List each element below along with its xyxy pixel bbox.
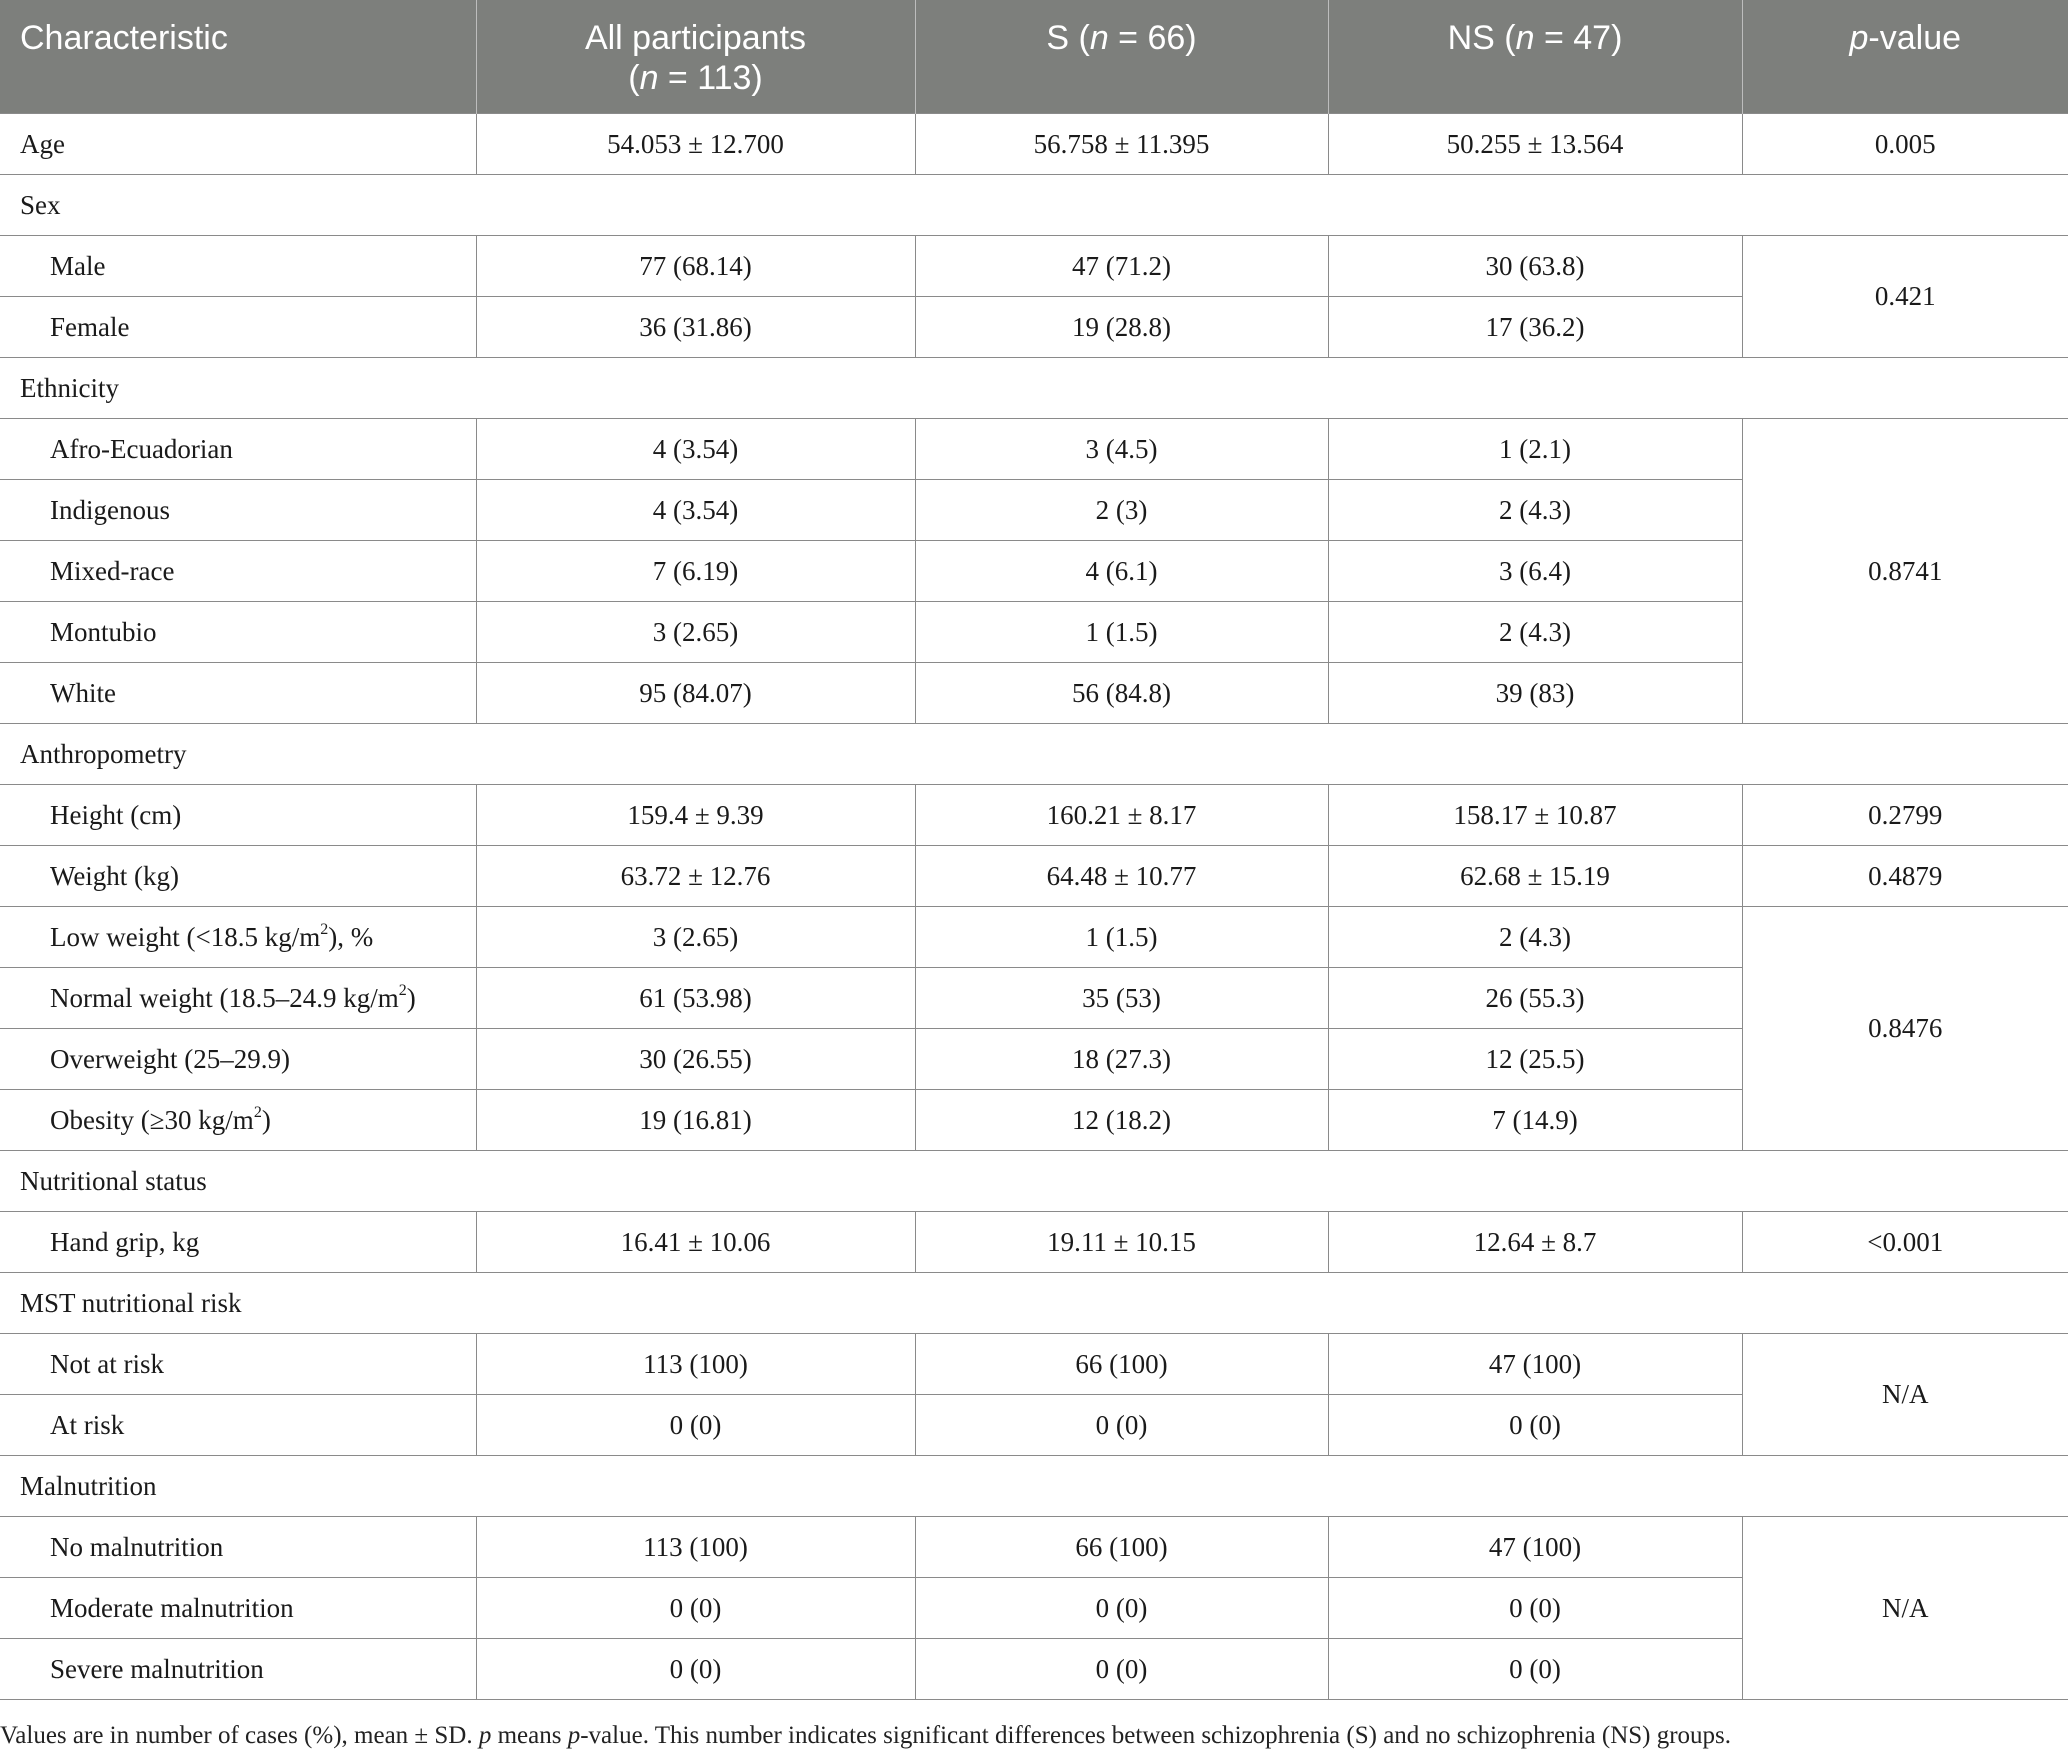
cell-s: 35 (53): [915, 968, 1328, 1029]
cell-all: 4 (3.54): [476, 480, 915, 541]
cell-ns: 39 (83): [1328, 663, 1742, 724]
cell-s: 64.48 ± 10.77: [915, 846, 1328, 907]
cell-ns: 0 (0): [1328, 1639, 1742, 1700]
row-label: Moderate malnutrition: [0, 1578, 476, 1639]
table-row: [0, 1334, 2068, 1395]
row-label: Female: [0, 297, 476, 358]
cell-ns: 12.64 ± 8.7: [1328, 1212, 1742, 1273]
section-row: [0, 1151, 2068, 1212]
cell-all: 113 (100): [476, 1334, 915, 1395]
section-row: [0, 724, 2068, 785]
cell-all: 3 (2.65): [476, 602, 915, 663]
table-row: [0, 114, 2068, 175]
cell-all: 63.72 ± 12.76: [476, 846, 915, 907]
section-title: Nutritional status: [0, 1151, 2068, 1212]
cell-s: 47 (71.2): [915, 236, 1328, 297]
cell-s: 19 (28.8): [915, 297, 1328, 358]
row-label: Height (cm): [0, 785, 476, 846]
row-label: Normal weight (18.5–24.9 $kg/m^2$): [0, 968, 476, 1029]
cell-s: 2 (3): [915, 480, 1328, 541]
row-label: Weight (kg): [0, 846, 476, 907]
cell-s: 0 (0): [915, 1578, 1328, 1639]
header-p-value: p-value: [1742, 0, 2068, 114]
cell-ns: 50.255 ± 13.564: [1328, 114, 1742, 175]
cell-ns: 62.68 ± 15.19: [1328, 846, 1742, 907]
table-header-row: [0, 0, 2068, 114]
cell-all: 54.053 ± 12.700: [476, 114, 915, 175]
row-label: No malnutrition: [0, 1517, 476, 1578]
table-row: [0, 785, 2068, 846]
cell-ns: 7 (14.9): [1328, 1090, 1742, 1151]
cell-s: 18 (27.3): [915, 1029, 1328, 1090]
cell-s: 1 (1.5): [915, 907, 1328, 968]
cell-s: 56.758 ± 11.395: [915, 114, 1328, 175]
cell-all: 16.41 ± 10.06: [476, 1212, 915, 1273]
cell-ns: 2 (4.3): [1328, 907, 1742, 968]
cell-ns: 0 (0): [1328, 1395, 1742, 1456]
row-label: Montubio: [0, 602, 476, 663]
cell-s: 19.11 ± 10.15: [915, 1212, 1328, 1273]
header-s-group: S (n = 66): [915, 0, 1328, 114]
cell-p: <0.001: [1742, 1212, 2068, 1273]
cell-all: 19 (16.81): [476, 1090, 915, 1151]
section-row: [0, 175, 2068, 236]
section-title: Ethnicity: [0, 358, 2068, 419]
header-characteristic: Characteristic: [0, 0, 476, 114]
cell-all: 0 (0): [476, 1578, 915, 1639]
table-row: [0, 236, 2068, 297]
section-title: Sex: [0, 175, 2068, 236]
section-title: Malnutrition: [0, 1456, 2068, 1517]
row-label: At risk: [0, 1395, 476, 1456]
cell-p: N/A: [1742, 1517, 2068, 1700]
cell-all: 159.4 ± 9.39: [476, 785, 915, 846]
row-label: Afro-Ecuadorian: [0, 419, 476, 480]
header-all-participants: All participants (n = 113): [476, 0, 915, 114]
table-row: [0, 1517, 2068, 1578]
cell-ns: 2 (4.3): [1328, 480, 1742, 541]
cell-all: 3 (2.65): [476, 907, 915, 968]
row-label: Age: [0, 114, 476, 175]
cell-all: 36 (31.86): [476, 297, 915, 358]
cell-ns: 47 (100): [1328, 1334, 1742, 1395]
row-label: Low weight (<18.5 $kg/m^2$), %: [0, 907, 476, 968]
table-row: [0, 907, 2068, 968]
cell-all: 0 (0): [476, 1639, 915, 1700]
cell-s: 66 (100): [915, 1517, 1328, 1578]
cell-p: 0.2799: [1742, 785, 2068, 846]
row-label: White: [0, 663, 476, 724]
section-row: [0, 358, 2068, 419]
row-label: Severe malnutrition: [0, 1639, 476, 1700]
row-label: Obesity (≥30 $kg/m^2$): [0, 1090, 476, 1151]
section-row: [0, 1273, 2068, 1334]
cell-p: N/A: [1742, 1334, 2068, 1456]
cell-ns: 2 (4.3): [1328, 602, 1742, 663]
cell-s: 56 (84.8): [915, 663, 1328, 724]
cell-p: 0.8741: [1742, 419, 2068, 724]
cell-ns: 1 (2.1): [1328, 419, 1742, 480]
cell-p: 0.4879: [1742, 846, 2068, 907]
cell-ns: 12 (25.5): [1328, 1029, 1742, 1090]
row-label: Not at risk: [0, 1334, 476, 1395]
cell-all: 95 (84.07): [476, 663, 915, 724]
section-row: [0, 1456, 2068, 1517]
row-label: Mixed-race: [0, 541, 476, 602]
cell-s: 66 (100): [915, 1334, 1328, 1395]
cell-ns: 30 (63.8): [1328, 236, 1742, 297]
cell-s: 4 (6.1): [915, 541, 1328, 602]
cell-ns: 3 (6.4): [1328, 541, 1742, 602]
cell-all: 4 (3.54): [476, 419, 915, 480]
cell-p: 0.8476: [1742, 907, 2068, 1151]
cell-all: 61 (53.98): [476, 968, 915, 1029]
cell-all: 30 (26.55): [476, 1029, 915, 1090]
table-row: [0, 846, 2068, 907]
cell-all: 7 (6.19): [476, 541, 915, 602]
row-label: Male: [0, 236, 476, 297]
cell-s: 3 (4.5): [915, 419, 1328, 480]
cell-p: 0.421: [1742, 236, 2068, 358]
table-row: [0, 1212, 2068, 1273]
table-row: [0, 419, 2068, 480]
section-title: MST nutritional risk: [0, 1273, 2068, 1334]
cell-s: 0 (0): [915, 1639, 1328, 1700]
table-footnote: Values are in number of cases (%), mean ± SD. p means p-value. This number indicates significant differences between schizophrenia (S) and no schizophrenia (NS) groups.: [0, 1722, 1732, 1749]
cell-p: 0.005: [1742, 114, 2068, 175]
section-title: Anthropometry: [0, 724, 2068, 785]
cell-all: 0 (0): [476, 1395, 915, 1456]
cell-s: 12 (18.2): [915, 1090, 1328, 1151]
cell-all: 113 (100): [476, 1517, 915, 1578]
row-label: Overweight (25–29.9): [0, 1029, 476, 1090]
row-label: Indigenous: [0, 480, 476, 541]
header-ns-group: NS (n = 47): [1328, 0, 1742, 114]
cell-ns: 47 (100): [1328, 1517, 1742, 1578]
cell-s: 1 (1.5): [915, 602, 1328, 663]
cell-ns: 26 (55.3): [1328, 968, 1742, 1029]
cell-s: 0 (0): [915, 1395, 1328, 1456]
cell-ns: 158.17 ± 10.87: [1328, 785, 1742, 846]
cell-all: 77 (68.14): [476, 236, 915, 297]
row-label: Hand grip, kg: [0, 1212, 476, 1273]
cell-ns: 0 (0): [1328, 1578, 1742, 1639]
cell-ns: 17 (36.2): [1328, 297, 1742, 358]
cell-s: 160.21 ± 8.17: [915, 785, 1328, 846]
